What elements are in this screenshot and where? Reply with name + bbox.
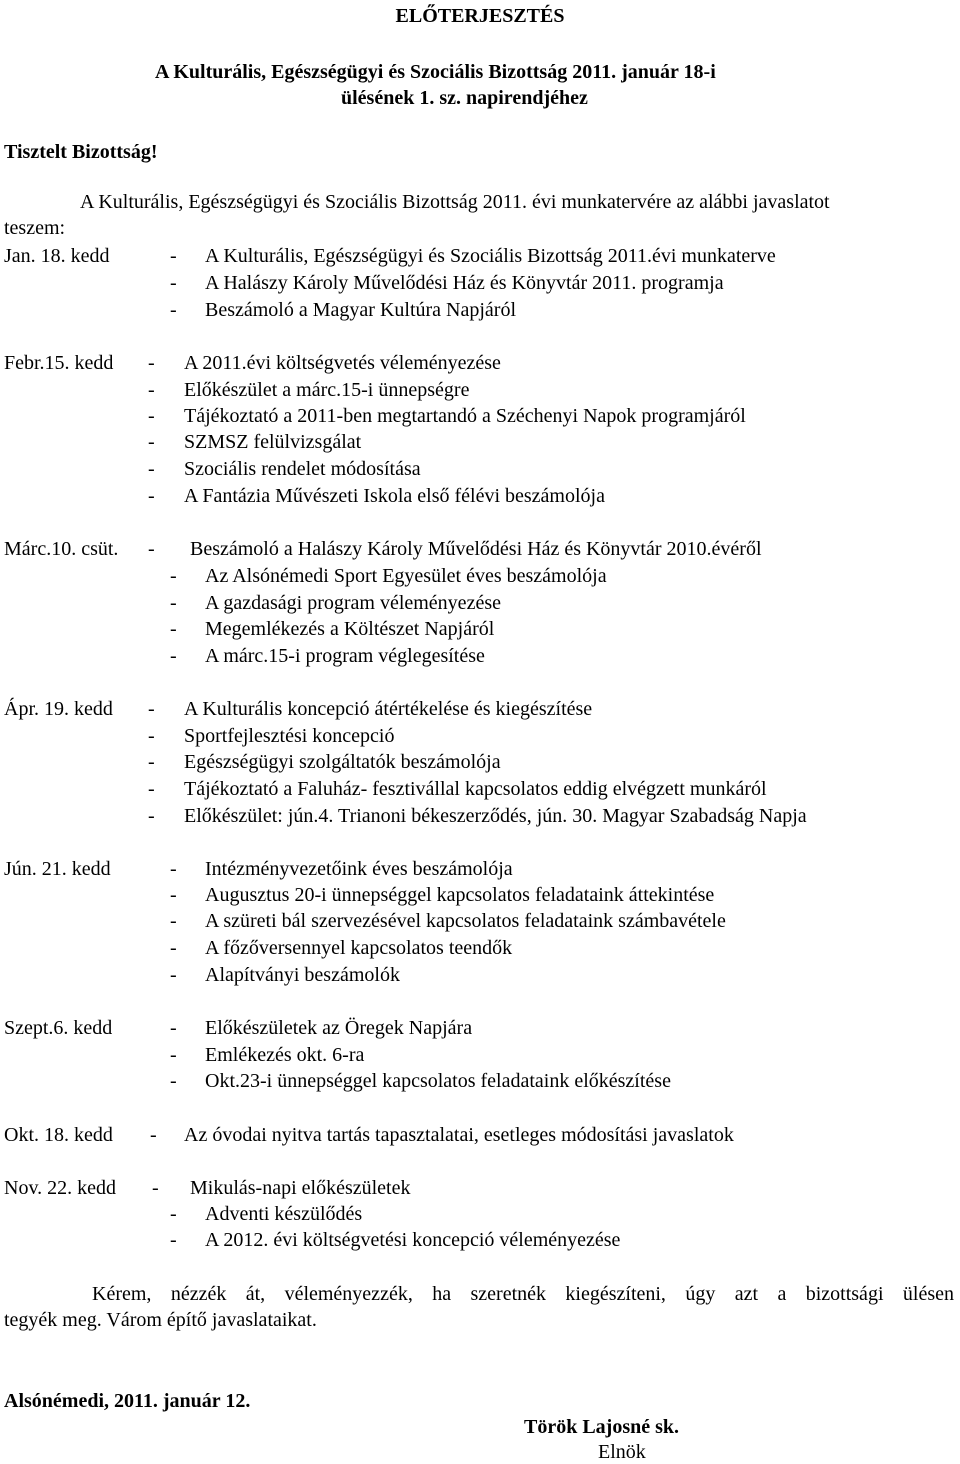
bullet-dash: -: [170, 884, 177, 906]
schedule-item: Az óvodai nyitva tartás tapasztalatai, esetleges módosítási javaslatok: [184, 1124, 734, 1146]
intro-line-2: teszem:: [4, 217, 66, 239]
schedule-item: Megemlékezés a Költészet Napjáról: [205, 618, 495, 640]
schedule-item: Adventi készülődés: [205, 1203, 363, 1225]
closing-line-2: tegyék meg. Várom építő javaslataikat.: [4, 1309, 317, 1331]
bullet-dash: -: [170, 1203, 177, 1225]
bullet-dash: -: [170, 937, 177, 959]
bullet-dash: -: [148, 431, 155, 453]
schedule-item: Tájékoztató a 2011-ben megtartandó a Széchenyi Napok programjáról: [184, 405, 746, 427]
bullet-dash: -: [170, 1229, 177, 1251]
bullet-dash: -: [170, 272, 177, 294]
schedule-date: Okt. 18. kedd: [4, 1124, 113, 1146]
bullet-dash: -: [148, 379, 155, 401]
schedule-item: A 2012. évi költségvetési koncepció véleményezése: [205, 1229, 621, 1251]
schedule-date: Febr.15. kedd: [4, 352, 114, 374]
bullet-dash: -: [170, 1044, 177, 1066]
bullet-dash: -: [170, 299, 177, 321]
place-date: Alsónémedi, 2011. január 12.: [4, 1390, 251, 1412]
schedule-date: Jan. 18. kedd: [4, 245, 110, 267]
schedule-item: Előkészület a márc.15-i ünnepségre: [184, 379, 470, 401]
salutation: Tisztelt Bizottság!: [4, 141, 158, 163]
bullet-dash: -: [148, 805, 155, 827]
schedule-item: A Kulturális koncepció átértékelése és kiegészítése: [184, 698, 593, 720]
schedule-item: Okt.23-i ünnepséggel kapcsolatos feladataink előkészítése: [205, 1070, 671, 1092]
bullet-dash: -: [148, 538, 155, 560]
bullet-dash: -: [170, 858, 177, 880]
bullet-dash: -: [148, 698, 155, 720]
schedule-item: Az Alsónémedi Sport Egyesület éves beszámolója: [205, 565, 607, 587]
schedule-date: Ápr. 19. kedd: [4, 698, 113, 720]
bullet-dash: -: [170, 1070, 177, 1092]
schedule-item: Egészségügyi szolgáltatók beszámolója: [184, 751, 501, 773]
closing-line-1: Kérem, nézzék át, véleményezzék, ha szeretnék kiegészíteni, úgy azt a bizottsági ülésen: [92, 1283, 954, 1305]
bullet-dash: -: [170, 964, 177, 986]
bullet-dash: -: [170, 245, 177, 267]
bullet-dash: -: [170, 1017, 177, 1039]
bullet-dash: -: [148, 352, 155, 374]
signatory-name: Török Lajosné sk.: [524, 1416, 680, 1438]
bullet-dash: -: [170, 910, 177, 932]
bullet-dash: -: [170, 592, 177, 614]
schedule-item: Emlékezés okt. 6-ra: [205, 1044, 365, 1066]
schedule-date: Márc.10. csüt.: [4, 538, 119, 560]
schedule-date: Szept.6. kedd: [4, 1017, 113, 1039]
bullet-dash: -: [170, 618, 177, 640]
bullet-dash: -: [152, 1177, 159, 1199]
bullet-dash: -: [148, 725, 155, 747]
schedule-item: Sportfejlesztési koncepció: [184, 725, 395, 747]
schedule-item: Augusztus 20-i ünnepséggel kapcsolatos feladataink áttekintése: [205, 884, 715, 906]
subtitle-line-2: ülésének 1. sz. napirendjéhez: [341, 87, 588, 109]
intro-line-1: A Kulturális, Egészségügyi és Szociális Bizottság 2011. évi munkatervére az alábbi javaslatot: [80, 191, 830, 213]
schedule-item: Tájékoztató a Faluház- fesztivállal kapcsolatos eddig elvégzett munkáról: [184, 778, 767, 800]
bullet-dash: -: [148, 405, 155, 427]
schedule-date: Jún. 21. kedd: [4, 858, 111, 880]
schedule-date: Nov. 22. kedd: [4, 1177, 117, 1199]
schedule-item: A szüreti bál szervezésével kapcsolatos feladataink számbavétele: [205, 910, 726, 932]
schedule-item: SZMSZ felülvizsgálat: [184, 431, 362, 453]
schedule-item: Alapítványi beszámolók: [205, 964, 400, 986]
schedule-item: A márc.15-i program véglegesítése: [205, 645, 485, 667]
schedule-item: A főzőversennyel kapcsolatos teendők: [205, 937, 513, 959]
schedule-item: A gazdasági program véleményezése: [205, 592, 501, 614]
signatory-title: Elnök: [598, 1441, 646, 1463]
schedule-item: Előkészület: jún.4. Trianoni békeszerződés, jún. 30. Magyar Szabadság Napja: [184, 805, 807, 827]
bullet-dash: -: [170, 565, 177, 587]
bullet-dash: -: [170, 645, 177, 667]
bullet-dash: -: [148, 751, 155, 773]
schedule-item: A 2011.évi költségvetés véleményezése: [184, 352, 501, 374]
schedule-item: A Kulturális, Egészségügyi és Szociális Bizottság 2011.évi munkaterve: [205, 245, 776, 267]
schedule-item: Mikulás-napi előkészületek: [190, 1177, 411, 1199]
document-title: ELŐTERJESZTÉS: [395, 5, 565, 27]
schedule-item: A Fantázia Művészeti Iskola első félévi beszámolója: [184, 485, 605, 507]
schedule-item: Beszámoló a Halászy Károly Művelődési Ház és Könyvtár 2010.évéről: [190, 538, 762, 560]
bullet-dash: -: [148, 458, 155, 480]
bullet-dash: -: [148, 485, 155, 507]
schedule-item: Beszámoló a Magyar Kultúra Napjáról: [205, 299, 517, 321]
schedule-item: Előkészületek az Öregek Napjára: [205, 1017, 473, 1039]
schedule-item: Intézményvezetőink éves beszámolója: [205, 858, 513, 880]
schedule-item: A Halászy Károly Művelődési Ház és Könyvtár 2011. programja: [205, 272, 724, 294]
bullet-dash: -: [150, 1124, 157, 1146]
subtitle-line-1: A Kulturális, Egészségügyi és Szociális Bizottság 2011. január 18-i: [155, 61, 716, 83]
bullet-dash: -: [148, 778, 155, 800]
schedule-item: Szociális rendelet módosítása: [184, 458, 421, 480]
